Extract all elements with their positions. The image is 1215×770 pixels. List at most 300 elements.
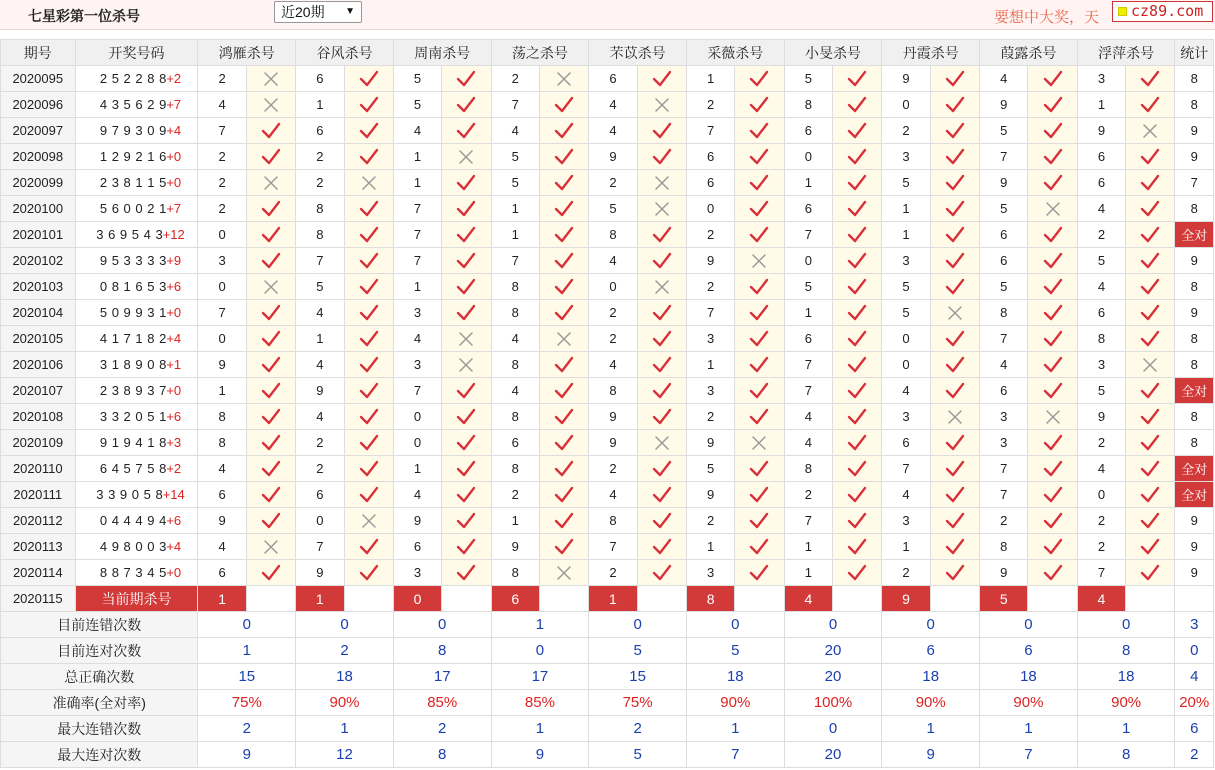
period-cell: 2020105: [1, 326, 76, 352]
kill-number: 0: [198, 222, 246, 248]
kill-correct-mark: [442, 404, 491, 430]
summary-value: 75%: [198, 690, 296, 716]
kill-correct-mark: [539, 404, 588, 430]
check-icon: [749, 96, 769, 114]
row-stat: 9: [1175, 118, 1214, 144]
period-range-select[interactable]: [274, 1, 362, 23]
kill-number: 2: [1077, 222, 1125, 248]
check-icon: [945, 200, 965, 218]
kill-correct-mark: [442, 300, 491, 326]
draw-extra: +9: [166, 253, 182, 268]
check-icon: [945, 460, 965, 478]
kill-number: 2: [198, 144, 246, 170]
draw-digits: 9 7 9 3 0 9: [99, 123, 167, 138]
draw-digits: 2 3 8 9 3 7: [99, 383, 167, 398]
kill-number: 4: [198, 534, 246, 560]
check-icon: [1043, 434, 1063, 452]
kill-number: 1: [296, 92, 344, 118]
table-row: [1, 430, 1214, 456]
kill-correct-mark: [637, 222, 686, 248]
check-icon: [652, 356, 672, 374]
draw-digits: 3 6 9 5 4 3: [96, 227, 163, 242]
summary-value: 20: [784, 638, 882, 664]
kill-correct-mark: [637, 378, 686, 404]
kill-number: 8: [491, 456, 539, 482]
kill-correct-mark: [539, 378, 588, 404]
kill-correct-mark: [246, 404, 295, 430]
check-icon: [1140, 538, 1160, 556]
kill-wrong-mark: [1126, 118, 1175, 144]
kill-number: 7: [296, 534, 344, 560]
kill-number: 3: [980, 430, 1028, 456]
check-icon: [554, 356, 574, 374]
check-icon: [749, 278, 769, 296]
kill-correct-mark: [735, 222, 784, 248]
check-icon: [554, 122, 574, 140]
check-icon: [261, 434, 281, 452]
summary-label: 最大连错次数: [1, 716, 198, 742]
kill-correct-mark: [1028, 66, 1077, 92]
check-icon: [749, 122, 769, 140]
kill-correct-mark: [246, 456, 295, 482]
check-icon: [847, 304, 867, 322]
kill-number: 8: [980, 534, 1028, 560]
kill-correct-mark: [637, 144, 686, 170]
kill-number: 1: [784, 534, 832, 560]
kill-number: 3: [686, 378, 734, 404]
summary-value: 0: [393, 612, 491, 638]
kill-number: 3: [980, 404, 1028, 430]
summary-value: 90%: [882, 690, 980, 716]
site-logo[interactable]: [1112, 1, 1213, 22]
kill-wrong-mark: [539, 66, 588, 92]
current-kill-spacer: [1126, 586, 1175, 612]
summary-value: 18: [296, 664, 394, 690]
kill-number: 2: [589, 560, 637, 586]
row-stat: 全对: [1175, 456, 1214, 482]
kill-number: 8: [1077, 326, 1125, 352]
kill-number: 0: [686, 196, 734, 222]
kill-number: 2: [1077, 508, 1125, 534]
kill-wrong-mark: [344, 170, 393, 196]
kill-correct-mark: [735, 326, 784, 352]
summary-label: 目前连错次数: [1, 612, 198, 638]
kill-number: 4: [882, 378, 930, 404]
period-cell: 2020106: [1, 352, 76, 378]
check-icon: [1140, 304, 1160, 322]
table-row: [1, 92, 1214, 118]
summary-value: 8: [1077, 742, 1175, 768]
kill-number: 4: [296, 300, 344, 326]
draw-number-cell: [75, 170, 198, 196]
check-icon: [1140, 200, 1160, 218]
kill-wrong-mark: [637, 274, 686, 300]
kill-correct-mark: [833, 482, 882, 508]
kill-number: 4: [393, 482, 441, 508]
draw-number-cell: [75, 144, 198, 170]
summary-value: 90%: [980, 690, 1078, 716]
check-icon: [847, 382, 867, 400]
draw-digits: 4 3 5 6 2 9: [99, 97, 167, 112]
kill-correct-mark: [930, 508, 979, 534]
kill-number: 6: [296, 118, 344, 144]
kill-number: 0: [784, 248, 832, 274]
draw-number-cell: [75, 248, 198, 274]
kill-number: 6: [198, 560, 246, 586]
kill-wrong-mark: [246, 534, 295, 560]
check-icon: [847, 564, 867, 582]
kill-number: 5: [491, 144, 539, 170]
draw-number-cell: [75, 378, 198, 404]
table-row: [1, 352, 1214, 378]
kill-correct-mark: [1126, 560, 1175, 586]
kill-correct-mark: [442, 196, 491, 222]
kill-number: 0: [882, 92, 930, 118]
check-icon: [945, 174, 965, 192]
summary-value: 20: [784, 664, 882, 690]
table-row: [1, 534, 1214, 560]
kill-correct-mark: [735, 352, 784, 378]
draw-digits: 5 0 9 9 3 1: [99, 305, 167, 320]
kill-number: 1: [784, 300, 832, 326]
check-icon: [261, 486, 281, 504]
check-icon: [359, 148, 379, 166]
kill-number: 0: [589, 274, 637, 300]
check-icon: [1043, 460, 1063, 478]
kill-number: 7: [393, 248, 441, 274]
check-icon: [652, 460, 672, 478]
check-icon: [847, 252, 867, 270]
check-icon: [359, 434, 379, 452]
kill-correct-mark: [637, 118, 686, 144]
kill-number: 6: [686, 144, 734, 170]
kill-correct-mark: [1028, 378, 1077, 404]
kill-correct-mark: [1126, 430, 1175, 456]
kill-number: 8: [491, 274, 539, 300]
check-icon: [847, 226, 867, 244]
kill-number: 7: [980, 326, 1028, 352]
summary-value: 1: [686, 716, 784, 742]
kill-wrong-mark: [735, 248, 784, 274]
check-icon: [847, 512, 867, 530]
row-stat: 全对: [1175, 378, 1214, 404]
summary-label: 目前连对次数: [1, 638, 198, 664]
kill-number: 5: [393, 66, 441, 92]
kill-correct-mark: [246, 300, 295, 326]
row-stat: 9: [1175, 300, 1214, 326]
kill-correct-mark: [344, 352, 393, 378]
check-icon: [554, 174, 574, 192]
check-icon: [652, 148, 672, 166]
summary-value: 1: [491, 612, 589, 638]
check-icon: [1043, 304, 1063, 322]
check-icon: [261, 122, 281, 140]
check-icon: [554, 96, 574, 114]
draw-extra: +7: [166, 201, 182, 216]
summary-value: 75%: [589, 690, 687, 716]
check-icon: [456, 70, 476, 88]
check-icon: [749, 512, 769, 530]
kill-correct-mark: [1028, 248, 1077, 274]
summary-value: 7: [980, 742, 1078, 768]
kill-number: 2: [686, 508, 734, 534]
kill-number: 0: [784, 144, 832, 170]
kill-correct-mark: [930, 430, 979, 456]
current-kill-spacer: [833, 586, 882, 612]
check-icon: [359, 226, 379, 244]
kill-correct-mark: [1028, 92, 1077, 118]
kill-number: 8: [589, 378, 637, 404]
kill-wrong-mark: [637, 92, 686, 118]
check-icon: [261, 564, 281, 582]
draw-number-cell: [75, 430, 198, 456]
kill-number: 3: [686, 560, 734, 586]
cross-icon: [261, 278, 281, 296]
summary-value: 18: [882, 664, 980, 690]
kill-wrong-mark: [246, 66, 295, 92]
kill-correct-mark: [442, 66, 491, 92]
check-icon: [749, 174, 769, 192]
kill-number: 8: [491, 560, 539, 586]
draw-extra: +7: [166, 97, 182, 112]
kill-number: 7: [589, 534, 637, 560]
table-row: [1, 118, 1214, 144]
kill-correct-mark: [1126, 66, 1175, 92]
kill-number: 0: [198, 326, 246, 352]
check-icon: [1140, 226, 1160, 244]
kill-number: 4: [198, 92, 246, 118]
kill-correct-mark: [539, 248, 588, 274]
draw-extra: +4: [166, 123, 182, 138]
draw-digits: 3 3 9 0 5 8: [96, 487, 163, 502]
kill-correct-mark: [1028, 170, 1077, 196]
kill-number: 9: [686, 248, 734, 274]
kill-correct-mark: [833, 196, 882, 222]
row-stat: 8: [1175, 66, 1214, 92]
kill-correct-mark: [344, 118, 393, 144]
kill-correct-mark: [246, 482, 295, 508]
summary-label: 总正确次数: [1, 664, 198, 690]
kill-correct-mark: [1126, 92, 1175, 118]
check-icon: [359, 564, 379, 582]
summary-row: [1, 612, 1214, 638]
check-icon: [554, 538, 574, 556]
kill-correct-mark: [246, 378, 295, 404]
kill-correct-mark: [1126, 196, 1175, 222]
kill-number: 7: [882, 456, 930, 482]
kill-correct-mark: [539, 118, 588, 144]
cross-icon: [652, 278, 672, 296]
dropdown-arrow-icon: ▼: [345, 6, 355, 17]
current-kill-number: 8: [686, 586, 734, 612]
current-kill-spacer: [1028, 586, 1077, 612]
row-stat: 8: [1175, 92, 1214, 118]
check-icon: [261, 148, 281, 166]
summary-value: 0: [882, 612, 980, 638]
summary-stat: 20%: [1175, 690, 1214, 716]
kill-correct-mark: [539, 482, 588, 508]
kill-correct-mark: [539, 170, 588, 196]
kill-number: 2: [589, 456, 637, 482]
check-icon: [261, 382, 281, 400]
kill-number-table: [0, 39, 1214, 768]
check-icon: [847, 96, 867, 114]
summary-value: 15: [589, 664, 687, 690]
kill-number: 6: [980, 222, 1028, 248]
check-icon: [652, 486, 672, 504]
kill-correct-mark: [930, 456, 979, 482]
period-cell: 2020109: [1, 430, 76, 456]
kill-correct-mark: [442, 118, 491, 144]
kill-correct-mark: [1028, 430, 1077, 456]
check-icon: [1043, 564, 1063, 582]
kill-number: 9: [198, 508, 246, 534]
kill-correct-mark: [637, 560, 686, 586]
period-cell: 2020101: [1, 222, 76, 248]
kill-correct-mark: [539, 300, 588, 326]
kill-number: 1: [491, 508, 539, 534]
draw-digits: 0 4 4 4 9 4: [99, 513, 167, 528]
check-icon: [945, 512, 965, 530]
kill-number: 4: [1077, 196, 1125, 222]
row-stat: 9: [1175, 144, 1214, 170]
kill-correct-mark: [1126, 508, 1175, 534]
column-header-expert: 丹霞杀号: [882, 40, 980, 66]
kill-number: 2: [296, 170, 344, 196]
kill-number: 7: [980, 456, 1028, 482]
check-icon: [749, 538, 769, 556]
kill-number: 4: [393, 118, 441, 144]
current-kill-number: 4: [1077, 586, 1125, 612]
cross-icon: [652, 200, 672, 218]
kill-correct-mark: [1126, 170, 1175, 196]
check-icon: [1043, 278, 1063, 296]
kill-correct-mark: [833, 534, 882, 560]
kill-correct-mark: [930, 248, 979, 274]
summary-stat: 4: [1175, 664, 1214, 690]
kill-number: 2: [784, 482, 832, 508]
cross-icon: [554, 330, 574, 348]
check-icon: [456, 252, 476, 270]
check-icon: [1043, 226, 1063, 244]
check-icon: [261, 226, 281, 244]
kill-number: 5: [784, 66, 832, 92]
kill-wrong-mark: [1028, 196, 1077, 222]
cross-icon: [456, 330, 476, 348]
kill-number: 2: [198, 66, 246, 92]
check-icon: [359, 382, 379, 400]
kill-number: 6: [882, 430, 930, 456]
kill-number: 7: [686, 118, 734, 144]
column-header-expert: 芣苡杀号: [589, 40, 687, 66]
kill-correct-mark: [442, 482, 491, 508]
row-stat: 8: [1175, 326, 1214, 352]
cross-icon: [945, 304, 965, 322]
draw-extra: +1: [166, 357, 182, 372]
kill-number: 9: [882, 66, 930, 92]
kill-correct-mark: [833, 274, 882, 300]
draw-number-cell: [75, 92, 198, 118]
kill-number: 9: [589, 430, 637, 456]
kill-number: 7: [393, 222, 441, 248]
kill-number: 3: [393, 352, 441, 378]
kill-correct-mark: [833, 560, 882, 586]
draw-number-cell: [75, 326, 198, 352]
kill-correct-mark: [539, 352, 588, 378]
kill-correct-mark: [344, 378, 393, 404]
check-icon: [847, 148, 867, 166]
check-icon: [749, 200, 769, 218]
draw-digits: 1 2 9 2 1 6: [99, 149, 167, 164]
kill-number: 0: [882, 352, 930, 378]
kill-correct-mark: [539, 196, 588, 222]
check-icon: [554, 382, 574, 400]
summary-row: [1, 638, 1214, 664]
table-row: [1, 326, 1214, 352]
kill-number: 6: [1077, 144, 1125, 170]
check-icon: [456, 564, 476, 582]
cross-icon: [359, 174, 379, 192]
kill-correct-mark: [735, 66, 784, 92]
check-icon: [456, 122, 476, 140]
draw-number-cell: [75, 222, 198, 248]
kill-number: 9: [980, 92, 1028, 118]
check-icon: [456, 304, 476, 322]
kill-number: 1: [686, 534, 734, 560]
draw-digits: 9 1 9 4 1 8: [99, 435, 167, 450]
kill-number: 4: [589, 248, 637, 274]
kill-wrong-mark: [246, 170, 295, 196]
kill-correct-mark: [735, 92, 784, 118]
page-title: 七星彩第一位杀号: [28, 8, 140, 24]
kill-number: 4: [882, 482, 930, 508]
check-icon: [847, 70, 867, 88]
kill-correct-mark: [246, 118, 295, 144]
table-row: [1, 170, 1214, 196]
kill-correct-mark: [442, 274, 491, 300]
kill-correct-mark: [344, 92, 393, 118]
kill-number: 4: [296, 352, 344, 378]
kill-number: 7: [980, 482, 1028, 508]
kill-number: 5: [686, 456, 734, 482]
cross-icon: [456, 148, 476, 166]
kill-correct-mark: [442, 222, 491, 248]
kill-correct-mark: [1028, 144, 1077, 170]
check-icon: [1140, 70, 1160, 88]
check-icon: [945, 278, 965, 296]
cross-icon: [652, 174, 672, 192]
check-icon: [359, 96, 379, 114]
kill-correct-mark: [735, 534, 784, 560]
summary-value: 6: [882, 638, 980, 664]
summary-value: 2: [589, 716, 687, 742]
kill-number: 4: [589, 92, 637, 118]
check-icon: [847, 434, 867, 452]
kill-number: 7: [1077, 560, 1125, 586]
kill-number: 0: [1077, 482, 1125, 508]
kill-correct-mark: [637, 404, 686, 430]
row-stat: 8: [1175, 274, 1214, 300]
kill-correct-mark: [344, 274, 393, 300]
summary-value: 20: [784, 742, 882, 768]
kill-wrong-mark: [246, 92, 295, 118]
period-cell: 2020108: [1, 404, 76, 430]
summary-value: 12: [296, 742, 394, 768]
kill-number: 5: [784, 274, 832, 300]
summary-value: 1: [882, 716, 980, 742]
summary-value: 1: [296, 716, 394, 742]
check-icon: [1043, 382, 1063, 400]
